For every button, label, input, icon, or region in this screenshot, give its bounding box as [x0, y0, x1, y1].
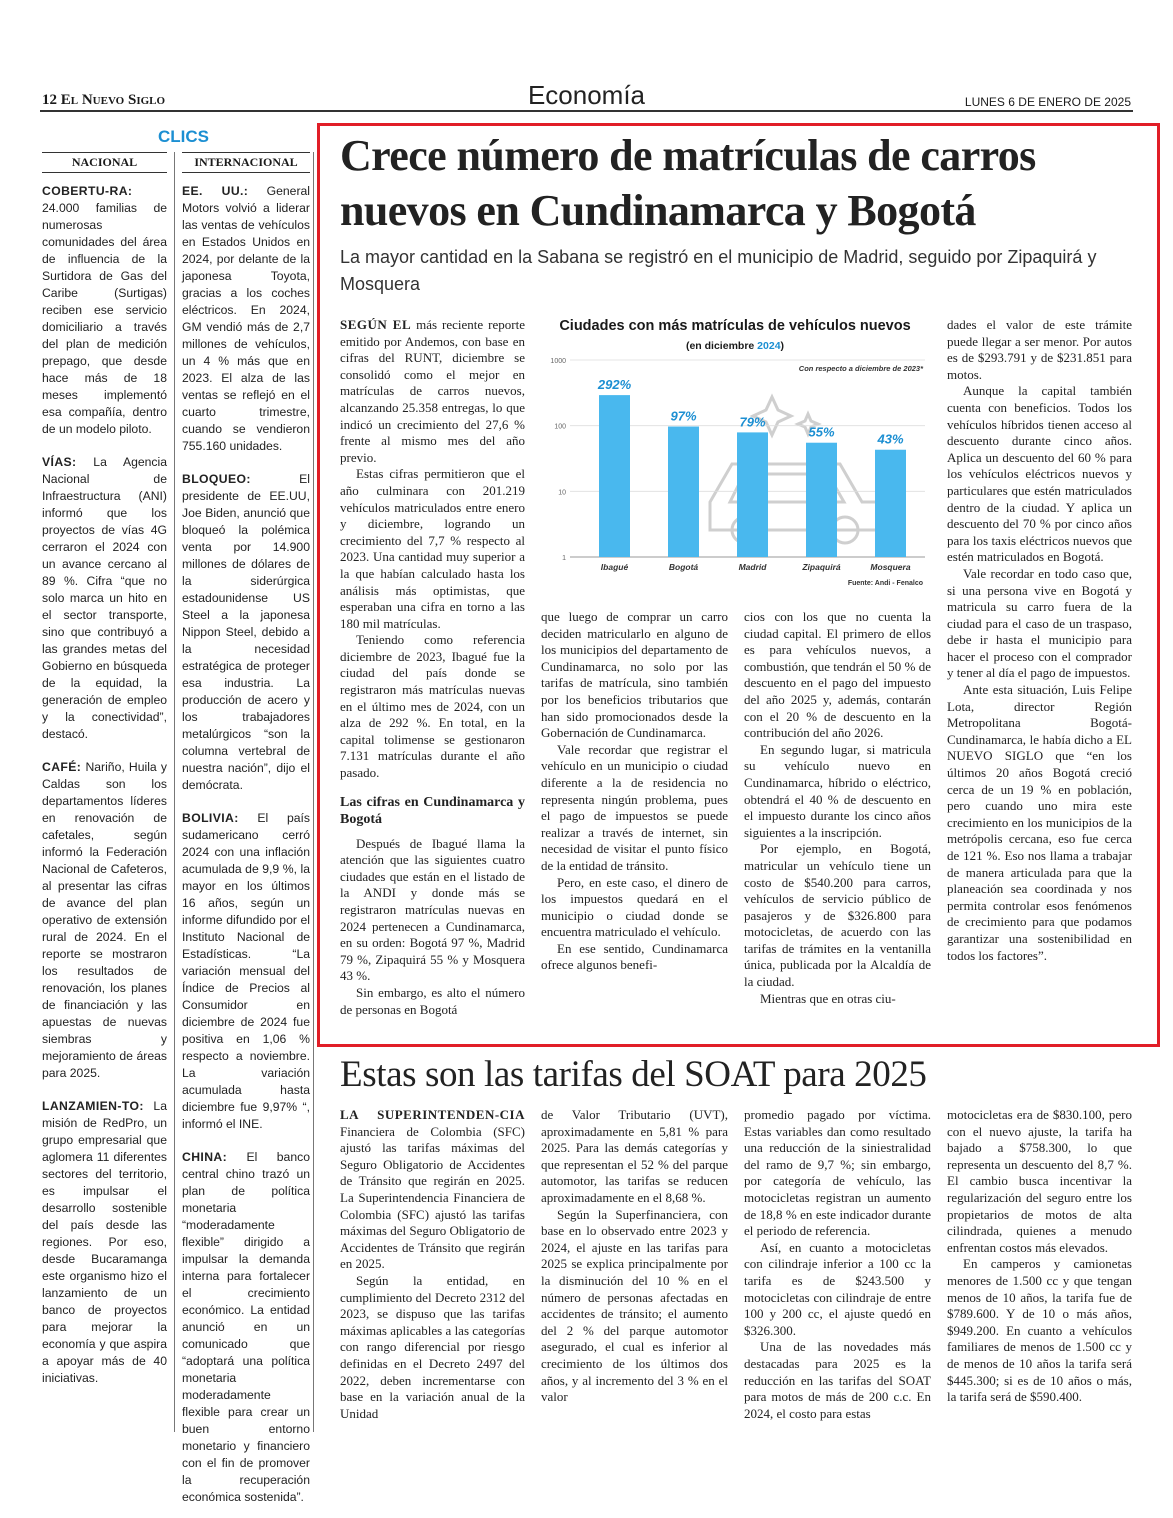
- chart-source: Fuente: Andi - Fenalco: [847, 580, 923, 587]
- chart-bar: [668, 427, 699, 557]
- x-category-label: Ibagué: [600, 562, 629, 572]
- article-headline: Crece número de matrículas de carros nuevos en Cundinamarca y Bogotá: [340, 131, 1036, 235]
- x-category-label: Zipaquirá: [802, 562, 841, 572]
- paragraph-lead: SEGÚN EL: [340, 317, 412, 332]
- nacional-label: NACIONAL: [42, 152, 167, 173]
- article-subhead: La mayor cantidad en la Sabana se registró en el municipio de Madrid, seguido por Zipaquirá y Mosquera: [340, 247, 1097, 294]
- chart-bar: [599, 395, 630, 557]
- article-column-2: [541, 609, 728, 974]
- paragraph: [744, 991, 931, 1008]
- brief-item: [182, 183, 310, 455]
- chart-subtitle: [540, 340, 930, 352]
- chart-subtitle-post: ): [780, 340, 785, 352]
- paragraph: [541, 875, 728, 941]
- paragraph: [541, 1107, 728, 1207]
- paragraph: [744, 841, 931, 990]
- issue-date: LUNES 6 DE ENERO DE 2025: [964, 95, 1131, 109]
- paragraph: [340, 985, 525, 1018]
- newspaper-name: El Nuevo Siglo: [60, 92, 166, 108]
- soat-column-1: [340, 1107, 525, 1422]
- clics-title: CLICS: [158, 127, 209, 146]
- paragraph-text: de Valor Tributario (UVT), aproximadamente en 5,81 % para 2025. Para las demás categorías y que representan el 52 % del parque automotor, las tarifas se reducen aproximadamente en el 8,68 %.: [541, 1107, 728, 1205]
- bar-value-label: 292%: [597, 377, 632, 393]
- subheading: Las cifras en Cundinamarca y Bogotá: [340, 794, 525, 827]
- paragraph-text: que luego de comprar un carro deciden matricularlo en alguno de los municipios del departamento de Cundinamarca, no solo por las tarifas de matrícula, sino también por los beneficios tributarios que han sido promocionados desde la Gobernación de Cundinamarca.: [541, 609, 728, 741]
- paragraph-text: En camperos y camionetas menores de 1.500 cc y que tengan menos de 10 años, la tarifa fue de $789.600. Y de 10 o más años, $949.200. En cuanto a vehículos familiares de menos de 1.500 cc y de menos de 10 años la tarifa será $445.300; si es de 10 años o más, la tarifa será de $590.400.: [947, 1256, 1132, 1405]
- paragraph-text: Sin embargo, es alto el número de personas en Bogotá: [340, 984, 525, 1017]
- bar-value-label: 97%: [670, 408, 697, 424]
- brief-lead: BOLIVIA:: [182, 811, 239, 825]
- brief-item: [42, 759, 167, 1082]
- brief-item: [42, 183, 167, 438]
- paragraph-text: Después de Ibagué llama la atención que las siguientes cuatro ciudades que están en el listado de la ANDI y donde más se registraron matrículas nuevas en 2024 pertenecen a Cundinamarca, en su orden: Bogotá 97 %, Madrid 79 %, Zipaquirá 55 % y Mosquera 43 %.: [340, 835, 525, 984]
- article-column-1: [340, 317, 525, 1018]
- paragraph-text: Aunque la capital también cuenta con beneficios. Todos los vehículos híbridos tienen acceso al descuento durante cinco años. Aplica un descuento del 60 % para los vehículos eléctricos nuevos y particulares que estén matriculados dentro de la ciudad. Y aplica un descuento del 70 % por cinco años para los taxis eléctricos nuevos que estén matriculados en Bogotá.: [947, 383, 1132, 565]
- chart-subtitle-pre: (en diciembre: [685, 340, 758, 352]
- bar-chart: [540, 352, 932, 592]
- paragraph: [744, 742, 931, 842]
- paragraph: [947, 682, 1132, 964]
- column-divider: [313, 152, 314, 1432]
- internacional-briefs: [182, 183, 310, 1518]
- chart-subtitle-year: 2024: [757, 340, 781, 352]
- soat-column-4: [947, 1107, 1132, 1406]
- bar-value-label: 43%: [877, 431, 904, 447]
- paragraph-text: Según la Superfinanciera, con base en lo observado entre 2023 y 2024, el ajuste en las tarifas para 2025 se explica principalmente por la disminución del 10 % en el número de personas afectadas en accidentes de tránsito; el aumento del 2 % del parque automotor asegurado, el cual es inferior al crecimiento de los últimos dos años, y al incremento del 3 % en el valor: [541, 1206, 728, 1405]
- y-tick-label: 100: [554, 423, 566, 431]
- brief-text: Nariño, Huila y Caldas son los departamentos líderes en renovación de cafetales, según informó la Federación Nacional de Cafeteros, al presentar las cifras de avance del plan operativo de extensión rural de 2024. En el reporte se mostraron los resultados de renovación, los planes de financiación y las apuestas de nuevas siembras y mejoramiento de áreas para 2025.: [42, 760, 167, 1080]
- paragraph: [744, 1240, 931, 1340]
- brief-item: [42, 454, 167, 743]
- nacional-briefs: [42, 183, 167, 1403]
- paragraph-text: promedio pagado por víctima. Estas variables dan como resultado una reducción de la siniestralidad del ramo de 9,7 %; sin embargo, por categoría de vehículo, las motocicletas registran un aumento de 18,8 % en este indicador durante el periodo de referencia.: [744, 1107, 931, 1239]
- brief-lead: BLOQUEO:: [182, 472, 251, 486]
- brief-text: El presidente de EE.UU, Joe Biden, anunció que bloqueó la polémica venta por 14.900 millones de dólares de la siderúrgica estadounidense US Steel a la japonesa Nippon Steel, debido a la necesidad estratégica de proteger esa industria. La producción de acero y los trabajadores metalúrgicos “son la columna vertebral de nuestra nación”, dijo el demócrata.: [182, 472, 310, 792]
- paragraph: [744, 609, 931, 742]
- brief-item: [182, 471, 310, 794]
- paragraph: [340, 1273, 525, 1422]
- chart-title: Ciudades con más matrículas de vehículos nuevos: [559, 318, 911, 334]
- chart-bar: [806, 443, 837, 557]
- brief-text: General Motors volvió a liderar las ventas de vehículos en Estados Unidos en 2024, por delante de la japonesa Toyota, gracias a los coches eléctricos. En 2024, GM vendió más de 2,7 millones de vehículos, un 4 % más que en 2023. El alza de las ventas se reflejó en el cuarto trimestre, cuando se vendieron 755.160 unidades.: [182, 184, 310, 453]
- paragraph-text: Estas cifras permitieron que el año culminara con 201.219 vehículos matriculados entre enero y diciembre, logrando un crecimiento del 7,7 % respecto al 2023. Una cantidad muy superior a la que habían calculado hasta los análisis más optimistas, que esperaban una cifra en torno a las 180 mil matrículas.: [340, 466, 525, 631]
- paragraph: [947, 383, 1132, 566]
- brief-lead: CHINA:: [182, 1150, 228, 1164]
- paragraph-text: Pero, en este caso, el dinero de los impuestos quedará en el municipio o ciudad donde se encuentra matriculado el vehículo.: [541, 874, 728, 940]
- brief-text: El país sudamericano cerró 2024 con una inflación acumulada de 9,9 %, la mayor en los últimos 16 años, según un informe difundido por el Instituto Nacional de Estadísticas. “La variación mensual del Índice de Precios al Consumidor en diciembre de 2024 fue positiva en 1,06 % respecto a noviembre. La variación acumulada hasta diciembre fue 9,97% “, informó el INE.: [182, 811, 310, 1131]
- brief-item: [182, 1149, 310, 1506]
- brief-text: El banco central chino trazó un plan de política monetaria “moderadamente flexible” dirigido a impulsar la demanda interna para fortalecer el crecimiento económico. La entidad anunció en un comunicado que “adoptará una política monetaria moderadamente flexible para crear un buen entorno monetario y financiero con el fin de promover la recuperación económica sostenida”.: [182, 1150, 310, 1504]
- paragraph-text: dades el valor de este trámite puede llegar a ser menor. Por autos es de $293.791 y de $231.851 para motos.: [947, 317, 1132, 382]
- bar-value-label: 55%: [808, 424, 835, 440]
- paragraph-text: Por ejemplo, en Bogotá, matricular un vehículo tiene un costo de $540.200 para carros, vehículos de servicio público de pasajeros y de $326.800 para motocicletas, de acuerdo con las tarifas de trámites en la ventanilla única, publicada por la Alcaldía de la ciudad.: [744, 841, 931, 990]
- article-column-3: [744, 609, 931, 1007]
- paragraph: [744, 1107, 931, 1240]
- chart-bars: [597, 377, 911, 572]
- soat-headline: Estas son las tarifas del SOAT para 2025: [340, 1054, 927, 1095]
- paragraph-text: Financiera de Colombia (SFC) ajustó las tarifas máximas del Seguro Obligatorio de Accidentes de Tránsito que regirán en 2025. La Superintendencia Financiera de Colombia (SFC) ajustó las tarifas máximas del Seguro Obligatorio de Accidentes de Tránsito que regirán en 2025.: [340, 1123, 525, 1272]
- paragraph-lead: LA SUPERINTENDEN-CIA: [340, 1107, 525, 1122]
- paragraph-text: cios con los que no cuenta la ciudad capital. El primero de ellos es para vehículos nuevos, a combustión, que tendrán el 50 % de descuento en el pago del impuesto del año 2025 y, además, contarán con el 20 % de descuento en la contribución del año 2026.: [744, 609, 931, 741]
- paragraph: [340, 317, 525, 466]
- brief-lead: COBERTU-RA:: [42, 184, 133, 198]
- brief-text: La Agencia Nacional de Infraestructura (ANI) informó que los proyectos de vías 4G cerraron el 2024 con un avance cercano al 89 %. Cifra “que no solo marca un hito en el sector transporte, sino que contribuyó a las grandes metas del Gobierno en búsqueda de la equidad, la generación de empleo y la conectividad”, destacó.: [42, 455, 167, 741]
- internacional-label: INTERNACIONAL: [182, 152, 310, 173]
- soat-column-2: [541, 1107, 728, 1406]
- paragraph-text: Ante esta situación, Luis Felipe Lota, director Región Metropolitana Bogotá-Cundinamarca, le había dicho a EL NUEVO SIGLO que “en los últimos 20 años Bogotá creció cerca de un 19 % en población, pero cuando uno mira este crecimiento en los municipios de la metrópolis cercana, eso fue cerca de 121 %. Eso nos llama a trabajar de manera articulada para que la planeación sea coordinada y nos permita controlar esos fenómenos de crecimiento para que podamos garantizar una sostenibilidad en todos los factores”.: [947, 682, 1132, 963]
- paragraph-text: más reciente reporte emitido por Andemos, con base en cifras del RUNT, diciembre se consolidó como el mejor en matrículas de carros nuevos, alcanzando 25.358 entregas, lo que indicó un crecimiento del 27,6 % frente al mismo mes del año previo.: [340, 317, 525, 465]
- paragraph: [340, 466, 525, 632]
- paragraph: [744, 1339, 931, 1422]
- x-category-label: Mosquera: [870, 562, 911, 572]
- paragraph-text: Una de las novedades más destacadas para 2025 es la reducción en las tarifas del SOAT para motos de más de 200 c.c. En 2024, el costo para estas: [744, 1339, 931, 1421]
- brief-lead: VÍAS:: [42, 455, 77, 469]
- brief-text: 24.000 familias de numerosas comunidades del área de influencia de la Surtidora de Gas del Caribe (Surtigas) reciben ese servicio domiciliario a través del plan de medición prepago, que desde hace más de 18 meses implementó esa compañía, dentro de un modelo piloto.: [42, 201, 167, 436]
- paragraph: [947, 1107, 1132, 1256]
- paragraph-text: Según la entidad, en cumplimiento del Decreto 2312 del 2023, se dispuso que las tarifas máximas aplicables a las categorías con rango diferencial por riesgo definidas en el Decreto 2497 del 2022, deben incrementarse con base en la variación anual de la Unidad: [340, 1272, 525, 1421]
- paragraph-text: Vale recordar que registrar el vehículo en un municipio o ciudad diferente a la de residencia no representa ningún problema, pues el pago de impuestos se puede realizar a través de internet, sin necesidad de visitar el punto físico de la entidad de tránsito.: [541, 741, 728, 873]
- paragraph: [340, 632, 525, 781]
- paragraph: [541, 609, 728, 742]
- brief-text: La misión de RedPro, un grupo empresarial que aglomera 11 diferentes sectores del territorio, es impulsar el desarrollo sostenible del país desde las regiones. Por eso, desde Bucaramanga este organismo hizo el lanzamiento de un banco de proyectos para mejorar la economía y que aspira a apoyar más de 40 iniciativas.: [42, 1099, 167, 1385]
- y-tick-label: 1000: [550, 358, 566, 365]
- paragraph: [541, 941, 728, 974]
- paragraph: [541, 1207, 728, 1406]
- brief-lead: CAFÉ:: [42, 760, 82, 774]
- article-column-4: [947, 317, 1132, 964]
- paragraph-text: Vale recordar en todo caso que, si una persona vive en Bogotá y matricula su carro fuera de la ciudad para el caso de un traspaso, debe ir hasta el municipio para hacer el proceso con el comprador y tener al día el pago de impuestos.: [947, 565, 1132, 681]
- bar-value-label: 79%: [739, 414, 766, 430]
- chart-bar: [875, 450, 906, 557]
- paragraph: [947, 566, 1132, 682]
- brief-item: [182, 810, 310, 1133]
- x-category-label: Bogotá: [668, 562, 699, 572]
- paragraph: [947, 317, 1132, 383]
- car-watermark-icon: [710, 397, 878, 543]
- paragraph-text: motocicletas era de $830.100, pero con el nuevo ajuste, la tarifa ha bajado a $758.300, lo que representa un descuento del 8,7 %. El cambio busca incentivar la regularización del seguro entre los propietarios de motos de alta cilindrada, quienes a menudo enfrentan costos más elevados.: [947, 1107, 1132, 1255]
- paragraph: [340, 836, 525, 985]
- paragraph-text: Mientras que en otras ciu-: [760, 990, 896, 1006]
- paragraph-text: Teniendo como referencia diciembre de 2023, Ibagué fue la ciudad del país donde se registraron más matrículas nuevas en el último mes de 2024, con un alza de 292 %. En total, en la capital tolimense se gestionaron 7.131 matrículas durante el año pasado.: [340, 632, 525, 781]
- chart-note: Con respecto a diciembre de 2023*: [798, 364, 923, 373]
- header-rule: [40, 110, 1133, 112]
- y-tick-label: 10: [558, 489, 566, 497]
- paragraph: [340, 1107, 525, 1273]
- paragraph-text: Así, en cuanto a motocicletas con cilindraje inferior a 100 cc la tarifa es de $243.500 y motocicletas con cilindraje de entre 100 y 200 cc, el ajuste quedó en $326.300.: [744, 1239, 931, 1338]
- brief-lead: EE. UU.:: [182, 184, 249, 198]
- paragraph-text: En segundo lugar, si matricula su vehículo nuevo en Cundinamarca, híbrido o eléctrico, obtendrá el 40 % de descuento en el impuesto durante los cinco años siguientes a la inscripción.: [744, 741, 931, 840]
- chart-bar: [737, 432, 768, 557]
- x-category-label: Madrid: [738, 562, 767, 572]
- section-name: Economía: [527, 80, 646, 110]
- page-number: 12: [42, 92, 57, 108]
- y-tick-label: 1: [562, 555, 566, 562]
- paragraph-text: En ese sentido, Cundinamarca ofrece algunos benefi-: [541, 940, 728, 973]
- soat-column-3: [744, 1107, 931, 1422]
- paragraph: [541, 742, 728, 875]
- column-divider: [174, 152, 175, 1432]
- brief-item: [42, 1098, 167, 1387]
- paragraph: [947, 1256, 1132, 1405]
- brief-lead: LANZAMIEN-TO:: [42, 1099, 144, 1113]
